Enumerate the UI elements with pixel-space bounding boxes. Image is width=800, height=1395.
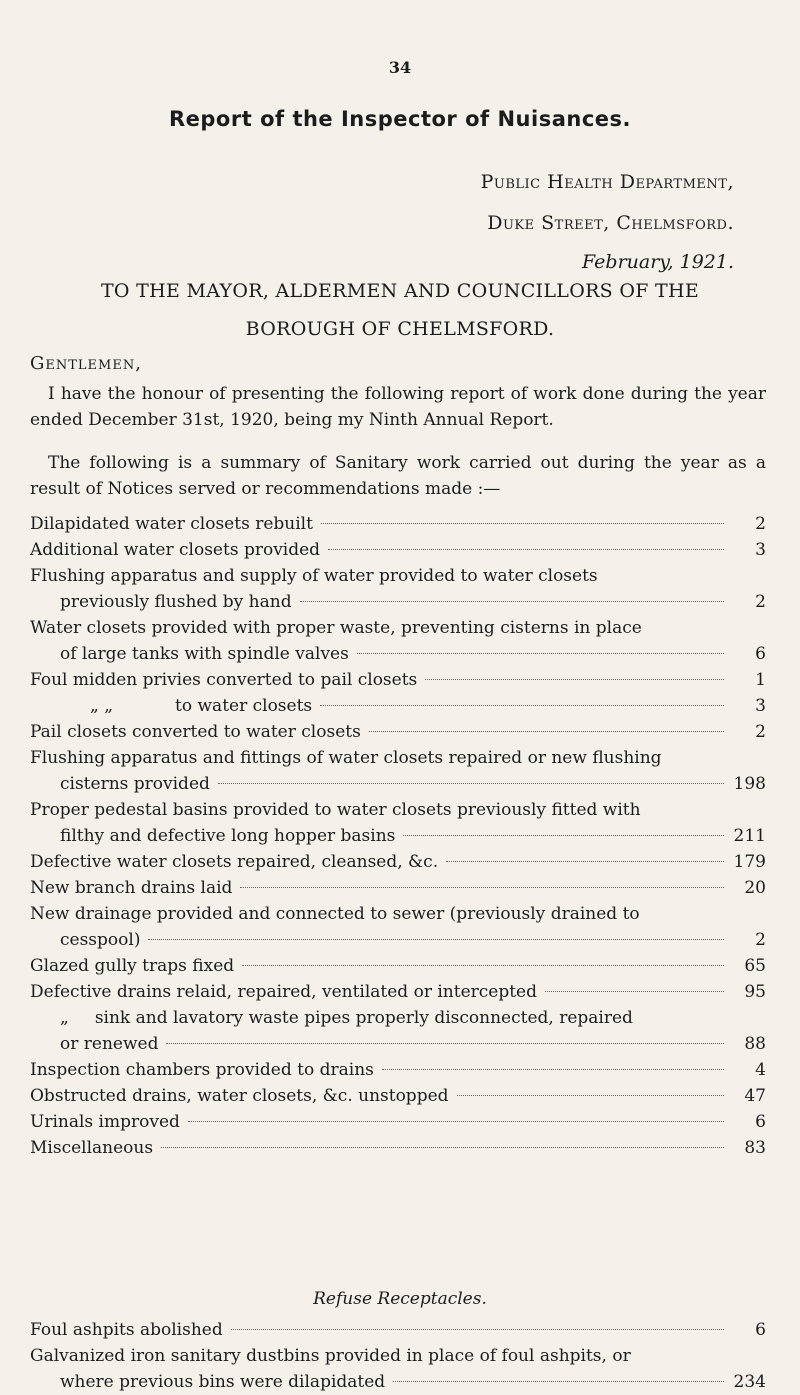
item-label: Miscellaneous (30, 1138, 154, 1158)
page-number: 34 (388, 58, 412, 77)
item-label: Additional water closets provided (30, 540, 321, 560)
item-label: Galvanized iron sanitary dustbins provided in place of foul ashpits, or (30, 1346, 631, 1366)
item-value: 47 (744, 1086, 766, 1106)
item-value: 2 (755, 722, 766, 742)
item-value: 3 (755, 540, 766, 560)
item-value: 6 (755, 644, 766, 664)
item-value: 65 (744, 956, 766, 976)
address-line-2: Duke Street, Chelmsford. (487, 212, 734, 234)
list-item (30, 1343, 766, 1395)
item-value: 211 (733, 826, 766, 846)
item-label: Glazed gully traps fixed (30, 956, 235, 976)
item-value: 4 (755, 1060, 766, 1080)
list-item (30, 797, 766, 849)
item-value: 1 (755, 670, 766, 690)
list-item (30, 1057, 766, 1083)
list-item (30, 953, 766, 979)
report-title: Report of the Inspector of Nuisances. (168, 107, 631, 131)
item-value: 2 (755, 930, 766, 950)
item-value: 20 (744, 878, 766, 898)
list-item (30, 1005, 766, 1057)
item-label: Obstructed drains, water closets, &c. unstopped (30, 1086, 449, 1106)
salutation: Gentlemen, (30, 353, 142, 374)
item-value: 234 (733, 1372, 766, 1392)
item-value: 6 (755, 1112, 766, 1132)
item-value: 83 (744, 1138, 766, 1158)
item-label: Foul midden privies converted to pail closets (30, 670, 418, 690)
item-label: Defective drains relaid, repaired, ventilated or intercepted (30, 982, 538, 1002)
list-item (30, 537, 766, 563)
list-item (30, 901, 766, 953)
list-item (30, 1109, 766, 1135)
item-value: 179 (733, 852, 766, 872)
item-value: 3 (755, 696, 766, 716)
list-item (30, 1083, 766, 1109)
item-label-continued: filthy and defective long hopper basins (60, 826, 396, 846)
item-label-continued: where previous bins were dilapidated (60, 1372, 386, 1392)
item-value: 6 (755, 1320, 766, 1340)
list-item (30, 1135, 766, 1161)
report-date: February, 1921. (582, 251, 734, 273)
item-label: Pail closets converted to water closets (30, 722, 361, 742)
addressee-line-1: TO THE MAYOR, ALDERMEN AND COUNCILLORS OF THE (100, 280, 700, 302)
list-item (30, 693, 766, 719)
list-item (30, 719, 766, 745)
item-label: to water closets (175, 696, 313, 716)
list-item (30, 1317, 766, 1343)
item-value: 95 (744, 982, 766, 1002)
item-label: Proper pedestal basins provided to water closets previously fitted with (30, 800, 641, 820)
item-value: 2 (755, 592, 766, 612)
item-label: Inspection chambers provided to drains (30, 1060, 374, 1080)
item-label: New branch drains laid (30, 878, 233, 898)
item-label: Flushing apparatus and supply of water provided to water closets (30, 566, 598, 586)
ditto-marks: „ „ (90, 696, 114, 716)
address-line-1: Public Health Department, (480, 171, 734, 193)
summary-paragraph: The following is a summary of Sanitary work carried out during the year as a result of Notices served or recommendations made :— (30, 453, 766, 499)
item-label-continued: or renewed (60, 1034, 159, 1054)
item-label-continued: cisterns provided (60, 774, 210, 794)
item-value: 198 (733, 774, 766, 794)
sanitary-work-list (30, 511, 766, 1161)
addressee-line-2: BOROUGH OF CHELMSFORD. (245, 318, 555, 340)
item-label: Foul ashpits abolished (30, 1320, 223, 1340)
item-label: Urinals improved (30, 1112, 180, 1132)
list-item (30, 875, 766, 901)
list-item (30, 615, 766, 667)
item-label: Dilapidated water closets rebuilt (30, 514, 313, 534)
list-item (30, 745, 766, 797)
item-value: 2 (755, 514, 766, 534)
item-label: Water closets provided with proper waste, preventing cisterns in place (30, 618, 642, 638)
list-item (30, 667, 766, 693)
ditto-marks: „ (60, 1008, 69, 1028)
intro-paragraph: I have the honour of presenting the following report of work done during the year ended December 31st, 1920, being my Ninth Annual Report. (30, 384, 766, 430)
refuse-receptacles-list (30, 1317, 766, 1395)
item-label-continued: previously flushed by hand (60, 592, 292, 612)
list-item (30, 563, 766, 615)
item-label-continued: of large tanks with spindle valves (60, 644, 349, 664)
list-item (30, 849, 766, 875)
item-label: Flushing apparatus and fittings of water closets repaired or new flushing (30, 748, 662, 768)
list-item (30, 979, 766, 1005)
item-label-continued: cesspool) (60, 930, 141, 950)
item-value: 88 (744, 1034, 766, 1054)
list-item (30, 511, 766, 537)
item-label: Defective water closets repaired, cleansed, &c. (30, 852, 439, 872)
item-label: New drainage provided and connected to sewer (previously drained to (30, 904, 640, 924)
item-label: sink and lavatory waste pipes properly disconnected, repaired (94, 1008, 633, 1028)
refuse-section-heading: Refuse Receptacles. (313, 1289, 487, 1309)
